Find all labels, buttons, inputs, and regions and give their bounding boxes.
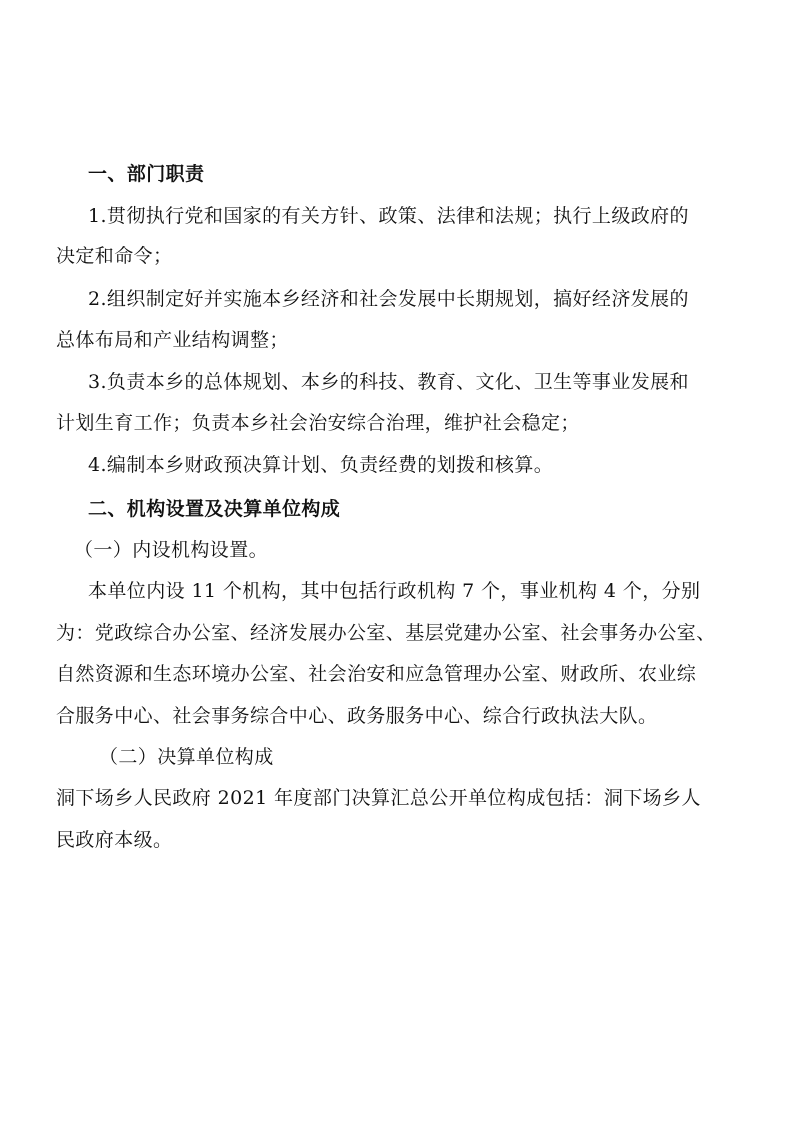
section-heading-duties: 一、部门职责 — [88, 163, 205, 185]
internal-body-line-4: 合服务中心、社会事务综合中心、政务服务中心、综合行政执法大队。 — [56, 705, 658, 727]
unit-body-line-2: 民政府本级。 — [56, 829, 173, 851]
duty-item-2-line-2: 总体布局和产业结构调整； — [56, 329, 289, 351]
duty-item-3-line-2: 计划生育工作；负责本乡社会治安综合治理，维护社会稳定； — [56, 412, 580, 434]
subsection-unit-title: （二）决算单位构成 — [99, 746, 274, 768]
subsection-internal-title: （一）内设机构设置。 — [74, 539, 269, 561]
duty-item-1-line-1: 1.贯彻执行党和国家的有关方针、政策、法律和法规；执行上级政府的 — [88, 205, 689, 227]
duty-item-2-line-1: 2.组织制定好并实施本乡经济和社会发展中长期规划，搞好经济发展的 — [88, 288, 689, 310]
duty-item-3-line-1: 3.负责本乡的总体规划、本乡的科技、教育、文化、卫生等事业发展和 — [88, 371, 689, 393]
section-heading-organization: 二、机构设置及决算单位构成 — [88, 498, 341, 520]
internal-body-line-2: 为：党政综合办公室、经济发展办公室、基层党建办公室、社会事务办公室、 — [56, 622, 716, 644]
duty-item-1-line-2: 决定和命令； — [56, 245, 173, 267]
unit-body-line-1: 洞下场乡人民政府 2021 年度部门决算汇总公开单位构成包括：洞下场乡人 — [56, 787, 701, 809]
duty-item-4-line-1: 4.编制本乡财政预决算计划、负责经费的划拨和核算。 — [88, 454, 554, 476]
internal-body-line-3: 自然资源和生态环境办公室、社会治安和应急管理办公室、财政所、农业综 — [56, 663, 697, 685]
internal-body-line-1: 本单位内设 11 个机构，其中包括行政机构 7 个，事业机构 4 个，分别 — [88, 580, 701, 602]
